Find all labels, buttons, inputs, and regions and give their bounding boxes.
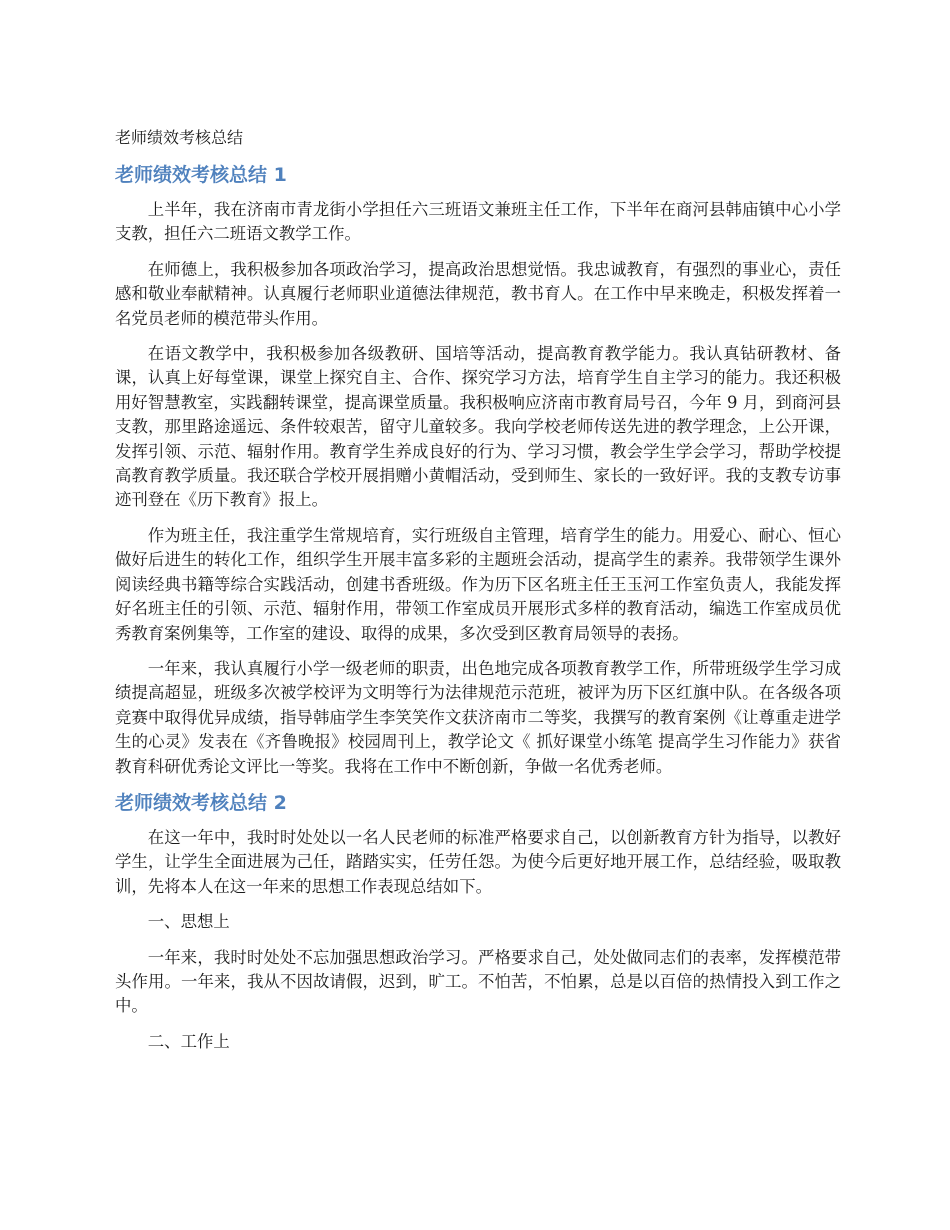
section-1: [115, 162, 841, 779]
paragraph: 一年来，我认真履行小学一级老师的职责，出色地完成各项教育教学工作，所带班级学生学习成绩提高超显，班级多次被学校评为文明等行为法律规范示范班，被评为历下区红旗中队。在各级各项竞赛中取得优异成绩，指导韩庙学生李笑笑作文获济南市二等奖，我撰写的教育案例《让尊重走进学生的心灵》发表在《齐鲁晚报》校园周刊上，教学论文《 抓好课堂小练笔 提高学生习作能力》获省教育科研优秀论文评比一等奖。我将在工作中不断创新，争做一名优秀老师。: [115, 658, 841, 776]
section-heading: 老师绩效考核总结 1: [115, 164, 287, 186]
paragraph: 在语文教学中，我积极参加各级教研、国培等活动，提高教育教学能力。我认真钻研教材、备课，认真上好每堂课，课堂上探究自主、合作、探究学习方法，培育学生自主学习的能力。我还积极用好智慧教室，实践翻转课堂，提高课堂质量。我积极响应济南市教育局号召，今年 9 月，到商河县支教，那里路途遥远、条件较艰苦，留守儿童较多。我向学校老师传送先进的教学理念，上公开课，发挥引领、示范、辐射作用。教育学生养成良好的行为、学习习惯，教会学生学会学习，帮助学校提高教育教学质量。我还联合学校开展捐赠小黄帽活动，受到师生、家长的一致好评。我的支教专访事迹刊登在《历下教育》报上。: [115, 344, 841, 510]
paragraph: 在师德上，我积极参加各项政治学习，提高政治思想觉悟。我忠诚教育，有强烈的事业心，责任感和敬业奉献精神。认真履行老师职业道德法律规范，教书育人。在工作中早来晚走，积极发挥着一名党员老师的模范带头作用。: [115, 259, 841, 328]
document-page: [115, 126, 841, 1065]
paragraph: 作为班主任，我注重学生常规培育，实行班级自主管理，培育学生的能力。用爱心、耐心、恒心做好后进生的转化工作，组织学生开展丰富多彩的主题班会活动，提高学生的素养。我带领学生课外阅读经典书籍等综合实践活动，创建书香班级。作为历下区名班主任王玉河工作室负责人，我能发挥好名班主任的引领、示范、辐射作用，带领工作室成员开展形式多样的教育活动，编选工作室成员优秀教育案例集等，工作室的建设、取得的成果，多次受到区教育局领导的表扬。: [115, 525, 841, 643]
subheading: 一、思想上: [147, 912, 230, 932]
paragraph: 一年来，我时时处处不忘加强思想政治学习。严格要求自己，处处做同志们的表率，发挥模范带头作用。一年来，我从不因故请假，迟到，旷工。不怕苦，不怕累，总是以百倍的热情投入到工作之中。: [115, 947, 841, 1016]
document-title: 老师绩效考核总结: [115, 128, 244, 147]
section-heading: 老师绩效考核总结 2: [115, 791, 287, 814]
subheading: 二、工作上: [147, 1031, 230, 1051]
paragraph: 上半年，我在济南市青龙街小学担任六三班语文兼班主任工作，下半年在商河县韩庙镇中心小学支教，担任六二班语文教学工作。: [115, 200, 841, 244]
paragraph: 在这一年中，我时时处处以一名人民老师的标准严格要求自己，以创新教育方针为指导，以教好学生，让学生全面进展为己任，踏踏实实，任劳任怨。为使今后更好地开展工作，总结经验，吸取教训，先将本人在这一年来的思想工作表现总结如下。: [115, 827, 841, 896]
section-2: [115, 790, 841, 1054]
